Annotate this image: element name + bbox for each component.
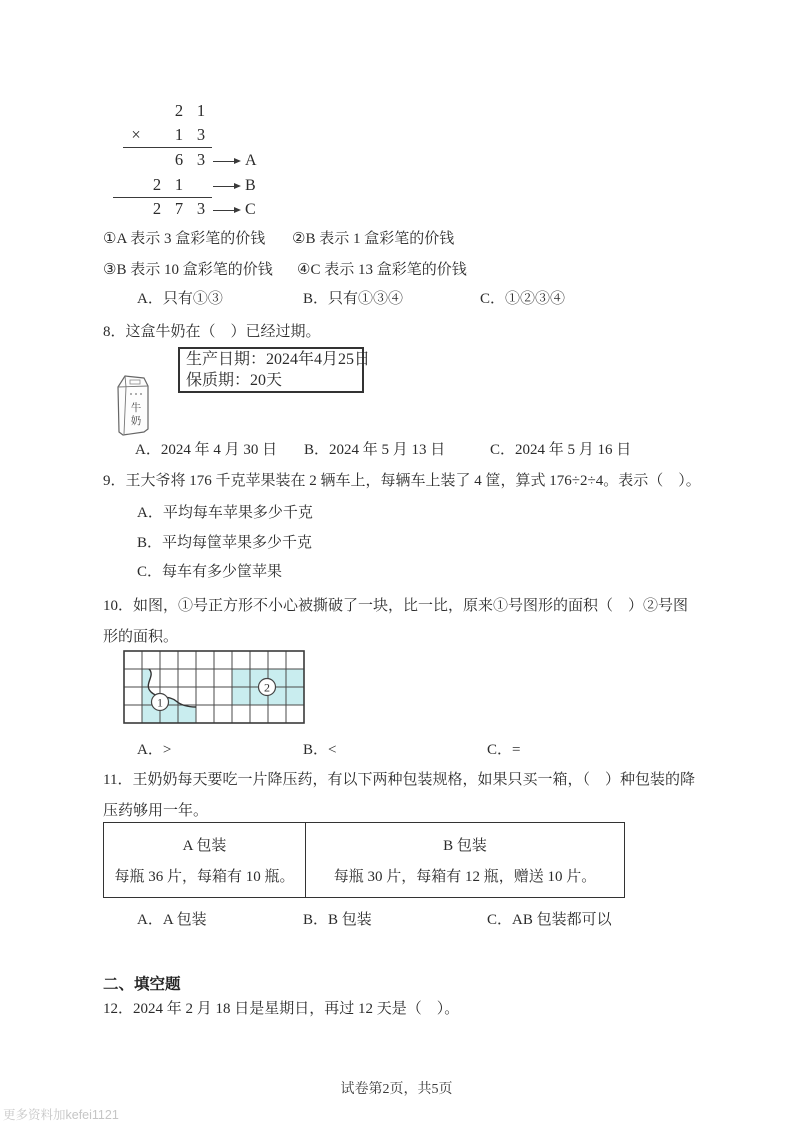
package-b-column	[306, 823, 624, 897]
arrow-right-icon	[213, 210, 239, 211]
arrow-right-icon	[213, 186, 239, 187]
mult-label-c: C	[245, 201, 256, 218]
q7-statement-3: ③B 表示 10 盒彩笔的价钱	[103, 262, 273, 278]
mult-cell	[126, 201, 146, 218]
watermark-text: 更多资料加kefei1121	[3, 1108, 119, 1122]
package-a-spec: 每瓶 36 片，每箱有 10 瓶。	[114, 869, 295, 886]
multiply-sign-icon: ×	[131, 125, 141, 144]
milk-carton-dot	[130, 393, 132, 395]
mult-cell	[190, 177, 212, 194]
q9-option-a: A．平均每车苹果多少千克	[137, 505, 313, 521]
q7-statement-4: ④C 表示 13 盒彩笔的价钱	[297, 262, 467, 278]
mult-row-product	[126, 201, 212, 218]
mult-label-b: B	[245, 177, 256, 194]
figure-label-2: 2	[264, 680, 270, 695]
milk-carton-dot	[140, 393, 142, 395]
mult-row-partial-1	[126, 152, 212, 169]
mult-label-a: A	[245, 152, 257, 169]
q7-statement-1: ①A 表示 3 盒彩笔的价钱	[103, 231, 266, 247]
mult-cell	[146, 152, 168, 169]
mult-cell: 1	[174, 125, 184, 144]
q11-option-a: A．A 包装	[137, 912, 207, 928]
mult-cell	[146, 127, 168, 144]
q9-question-text: 9．王大爷将 176 千克苹果装在 2 辆车上，每辆车上装了 4 筐，算式 176÷2÷4。表示（ ）。	[103, 473, 701, 489]
mult-cell: 7	[174, 199, 184, 218]
q8-option-b: B．2024 年 5 月 13 日	[304, 442, 446, 458]
package-a-header: A 包装	[182, 837, 227, 854]
q11-question-line-1: 11．王奶奶每天要吃一片降压药，有以下两种包装规格，如果只买一箱，（ ）种包装的降	[103, 772, 695, 788]
milk-date-box	[178, 347, 371, 393]
milk-label-char-2: 奶	[130, 416, 142, 427]
mult-cell	[126, 152, 146, 169]
mult-cell: 1	[174, 175, 184, 194]
package-a-column	[104, 823, 306, 897]
arrow-right-icon	[213, 161, 239, 162]
q10-question-line-2: 形的面积。	[103, 629, 179, 645]
mult-cell	[126, 177, 146, 194]
mult-row-partial-2	[126, 177, 212, 194]
mult-cell: 2	[152, 175, 162, 194]
milk-carton-illustration	[110, 371, 152, 437]
mult-rule-1	[123, 147, 212, 148]
mult-cell: 1	[196, 101, 206, 120]
mult-cell: 2	[174, 101, 184, 120]
mult-rule-2	[113, 197, 212, 198]
mult-cell: 2	[152, 199, 162, 218]
q9-option-b: B．平均每筐苹果多少千克	[137, 535, 313, 551]
torn-square-grid-figure	[123, 650, 305, 724]
q8-question-text: 8．这盒牛奶在（ ）已经过期。	[103, 324, 321, 340]
mult-cell	[126, 103, 146, 120]
mult-row-multiplier	[126, 127, 212, 144]
packaging-table	[103, 822, 625, 898]
q7-option-b: B．只有①③④	[303, 291, 404, 307]
q8-option-c: C．2024 年 5 月 16 日	[490, 442, 632, 458]
mult-cell: 6	[174, 150, 184, 169]
page-footer: 试卷第2页，共5页	[340, 1082, 453, 1097]
figure-label-1: 1	[157, 695, 163, 710]
shelf-life-line: 保质期：20天	[186, 371, 283, 389]
mult-cell: 3	[196, 199, 206, 218]
q12-question-text: 12．2024 年 2 月 18 日是星期日，再过 12 天是（ ）。	[103, 1001, 460, 1017]
package-b-header: B 包装	[443, 837, 487, 854]
mult-cell: 3	[196, 150, 206, 169]
q10-option-c: C．=	[487, 742, 521, 758]
q9-option-c: C．每车有多少筐苹果	[137, 564, 283, 580]
milk-label-char-1: 牛	[130, 403, 142, 414]
mult-cell: 3	[196, 125, 206, 144]
q11-question-line-2: 压药够用一年。	[103, 803, 209, 819]
q10-option-b: B．<	[303, 742, 337, 758]
q7-option-c: C．①②③④	[480, 291, 566, 307]
mult-cell	[146, 103, 168, 120]
q10-question-line-1: 10．如图，①号正方形不小心被撕破了一块，比一比，原来①号图形的面积（ ）②号图	[103, 598, 689, 614]
q11-option-c: C．AB 包装都可以	[487, 912, 612, 928]
package-b-spec: 每瓶 30 片，每箱有 12 瓶，赠送 10 片。	[333, 869, 597, 886]
q10-option-a: A．>	[137, 742, 172, 758]
q7-statement-2: ②B 表示 1 盒彩笔的价钱	[292, 231, 455, 247]
q7-option-a: A．只有①③	[137, 291, 223, 307]
q11-option-b: B．B 包装	[303, 912, 372, 928]
mult-row-multiplicand	[126, 103, 212, 120]
milk-carton-dot	[135, 393, 137, 395]
section-2-title: 二、填空题	[103, 976, 181, 993]
production-date-line: 生产日期：2024年4月25日	[186, 351, 371, 368]
q8-option-a: A．2024 年 4 月 30 日	[135, 442, 278, 458]
